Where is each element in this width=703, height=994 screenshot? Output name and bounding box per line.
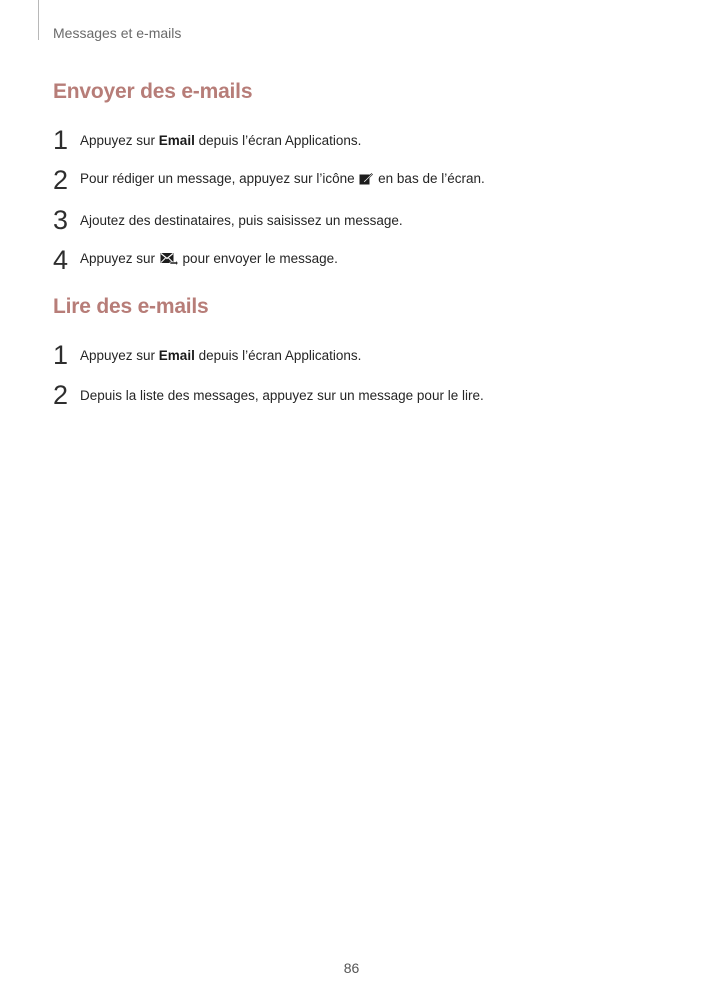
app-name: Email xyxy=(158,347,195,363)
step-text: Appuyez sur Email depuis l’écran Applications. xyxy=(80,347,362,363)
send-mail-icon xyxy=(160,252,178,269)
step-number: 3 xyxy=(53,204,69,235)
step-number: 4 xyxy=(53,244,69,275)
step-number: 2 xyxy=(53,379,69,410)
header-divider xyxy=(38,0,39,40)
step-item xyxy=(53,240,673,280)
read-emails-section xyxy=(53,295,673,415)
step-item xyxy=(53,200,673,240)
step-item xyxy=(53,120,673,160)
page-number: 86 xyxy=(343,960,360,976)
send-emails-section xyxy=(53,80,673,280)
step-list xyxy=(53,335,673,415)
step-text: Ajoutez des destinataires, puis saisissez un message. xyxy=(80,212,403,228)
compose-icon xyxy=(359,172,373,189)
step-number: 1 xyxy=(53,124,69,155)
app-name: Email xyxy=(158,132,195,148)
section-title: Envoyer des e-mails xyxy=(53,80,253,103)
step-text: Depuis la liste des messages, appuyez sur un message pour le lire. xyxy=(80,387,484,403)
step-item xyxy=(53,160,673,200)
step-number: 2 xyxy=(53,164,69,195)
step-item xyxy=(53,375,673,415)
step-list xyxy=(53,120,673,280)
step-text: Appuyez sur pour envoyer le message. xyxy=(80,251,338,269)
running-header: Messages et e-mails xyxy=(53,25,182,41)
step-number: 1 xyxy=(53,339,69,370)
section-title: Lire des e-mails xyxy=(53,295,209,318)
step-item xyxy=(53,335,673,375)
step-text: Appuyez sur Email depuis l’écran Applications. xyxy=(80,132,362,148)
step-text: Pour rédiger un message, appuyez sur l’icône en bas de l’écran. xyxy=(80,171,485,189)
